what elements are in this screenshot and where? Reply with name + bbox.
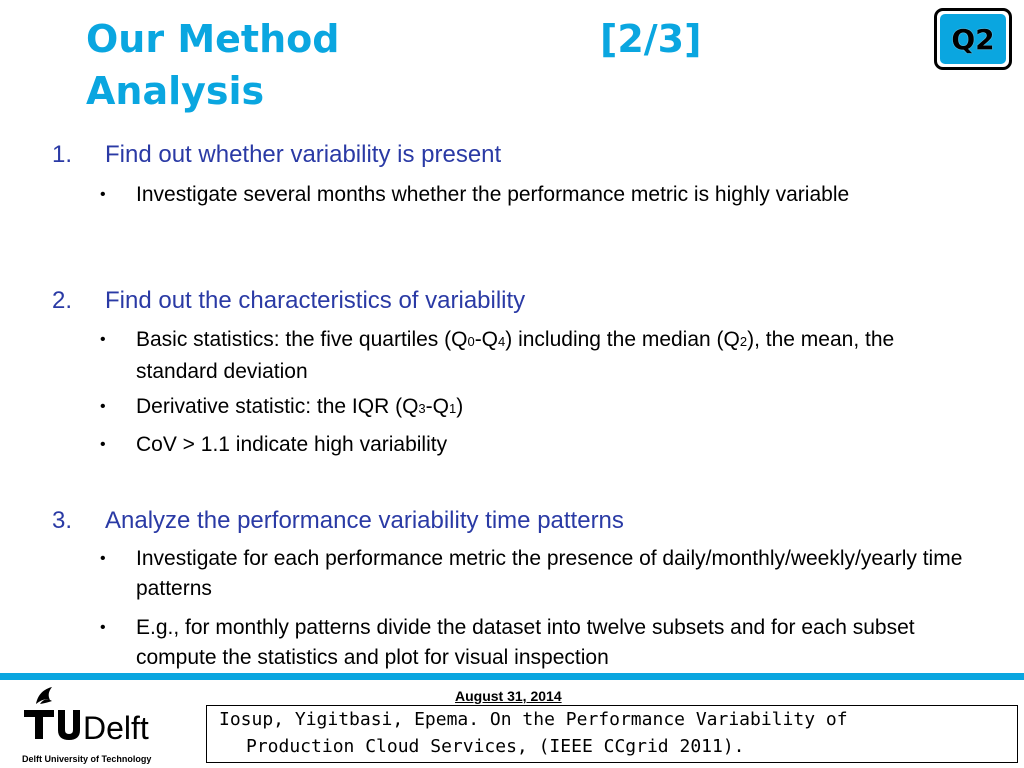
bullet-text: Basic statistics: the five quartiles (Q0-Q4) including the median (Q2), the mean, the standard deviation xyxy=(136,328,895,383)
bullet-text: Investigate for each performance metric the presence of daily/monthly/weekly/yearly time patterns xyxy=(136,547,963,600)
bullet-icon: • xyxy=(100,186,106,203)
bullet-text: CoV > 1.1 indicate high variability xyxy=(136,433,448,456)
title-line1: Our Method xyxy=(86,17,340,61)
q2-badge xyxy=(934,8,1012,70)
item-heading: Find out whether variability is present xyxy=(105,141,502,168)
item-number: 2. xyxy=(52,287,73,314)
logo-brand-text: Delft xyxy=(83,710,149,746)
item-number: 1. xyxy=(52,141,73,168)
bullet-icon: • xyxy=(100,331,106,348)
item-number: 3. xyxy=(52,507,73,534)
q2-badge-label: Q2 xyxy=(940,14,1006,64)
logo-subtitle: Delft University of Technology xyxy=(22,754,152,764)
bullet-text: Derivative statistic: the IQR (Q3-Q1) xyxy=(136,395,464,418)
title-line2: Analysis xyxy=(86,69,265,113)
citation-line-2: Production Cloud Services, (IEEE CCgrid 2011). xyxy=(246,736,745,757)
tudelft-logo xyxy=(22,684,202,766)
bullet-text: E.g., for monthly patterns divide the dataset into twelve subsets and for each subset compute the statistics and plot for visual inspection xyxy=(136,616,915,669)
citation-line-1: Iosup, Yigitbasi, Epema. On the Performance Variability of xyxy=(219,709,848,730)
bullet-icon: • xyxy=(100,398,106,415)
item-heading: Analyze the performance variability time patterns xyxy=(105,507,624,534)
footer-divider xyxy=(0,673,1024,680)
flame-icon xyxy=(36,687,52,704)
item-heading: Find out the characteristics of variability xyxy=(105,287,526,314)
bullet-icon: • xyxy=(100,550,106,567)
title-page-indicator: [2/3] xyxy=(600,17,702,61)
bullet-icon: • xyxy=(100,436,106,453)
bullet-text: Investigate several months whether the performance metric is highly variable xyxy=(136,183,850,206)
slide-date: August 31, 2014 xyxy=(455,688,562,704)
bullet-icon: • xyxy=(100,619,106,636)
citation-box xyxy=(206,705,1018,763)
